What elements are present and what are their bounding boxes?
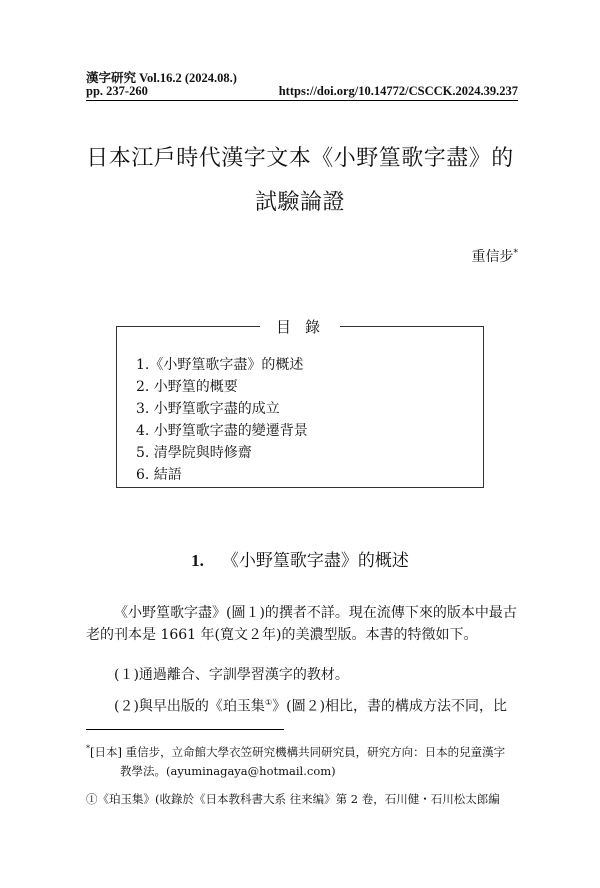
toc-item[interactable]: 4. 小野篁歌字盡的變遷背景 bbox=[136, 423, 308, 439]
article-title-line-2: 試驗論證 bbox=[254, 190, 345, 215]
author-footnote-mark: * bbox=[513, 248, 518, 259]
toc-item[interactable]: 1.《小野篁歌字盡》的概述 bbox=[136, 357, 304, 373]
toc-item[interactable]: 5. 清學院與時修齋 bbox=[136, 445, 252, 461]
page-range: pp. 237-260 bbox=[86, 84, 148, 98]
section-title: 《小野篁歌字盡》的概述 bbox=[221, 551, 409, 571]
body-paragraph: 《小野篁歌字盡》(圖１)的撰者不詳。現在流傳下來的版本中最古老的刊本是 1661 年(寛文２年)的美濃型版。本書的特徵如下。 bbox=[86, 605, 517, 643]
doi-link[interactable]: https://doi.org/10.14772/CSCCK.2024.39.237 bbox=[278, 84, 518, 98]
list-item-text: (２)與早出版的《珀玉集 bbox=[114, 698, 265, 715]
toc-item[interactable]: 3. 小野篁歌字盡的成立 bbox=[136, 401, 280, 417]
footnote-text: [日本] 重信步，立命館大學衣笠研究機構共同研究員，研究方向：日本的兒童漢字 bbox=[90, 744, 506, 759]
list-item bbox=[86, 692, 518, 718]
footnote-divider bbox=[86, 729, 284, 730]
footnote-author-continued: 教學法。(ayuminagaya@hotmail.com) bbox=[120, 764, 336, 778]
toc-heading: 目錄 bbox=[260, 316, 340, 337]
author bbox=[472, 246, 519, 266]
article-title-line-1: 日本江戶時代漢字文本《小野篁歌字盡》的 bbox=[86, 146, 514, 171]
header-divider bbox=[86, 100, 518, 101]
footnote-1: ①《珀玉集》(收錄於《日本教科書大系 往来编》第 2 卷，石川健・石川松太郎編 bbox=[86, 792, 500, 806]
footnote-mark: * bbox=[86, 744, 90, 753]
author-name: 重信步 bbox=[471, 249, 514, 265]
toc-item[interactable]: 2. 小野篁的概要 bbox=[136, 379, 238, 395]
list-item-text: 》(圖２)相比，書的構成方法不同，比 bbox=[272, 698, 508, 715]
toc-list bbox=[136, 354, 308, 486]
journal-info: 漢字研究 Vol.16.2 (2024.08.) bbox=[86, 71, 237, 85]
footnote-ref[interactable]: ① bbox=[264, 698, 273, 707]
list-item: (１)通過離合、字訓學習漢字的教材。 bbox=[114, 667, 349, 683]
section-heading bbox=[0, 546, 600, 571]
section-number: 1. bbox=[191, 551, 204, 570]
toc-item[interactable]: 6. 結語 bbox=[136, 467, 182, 483]
